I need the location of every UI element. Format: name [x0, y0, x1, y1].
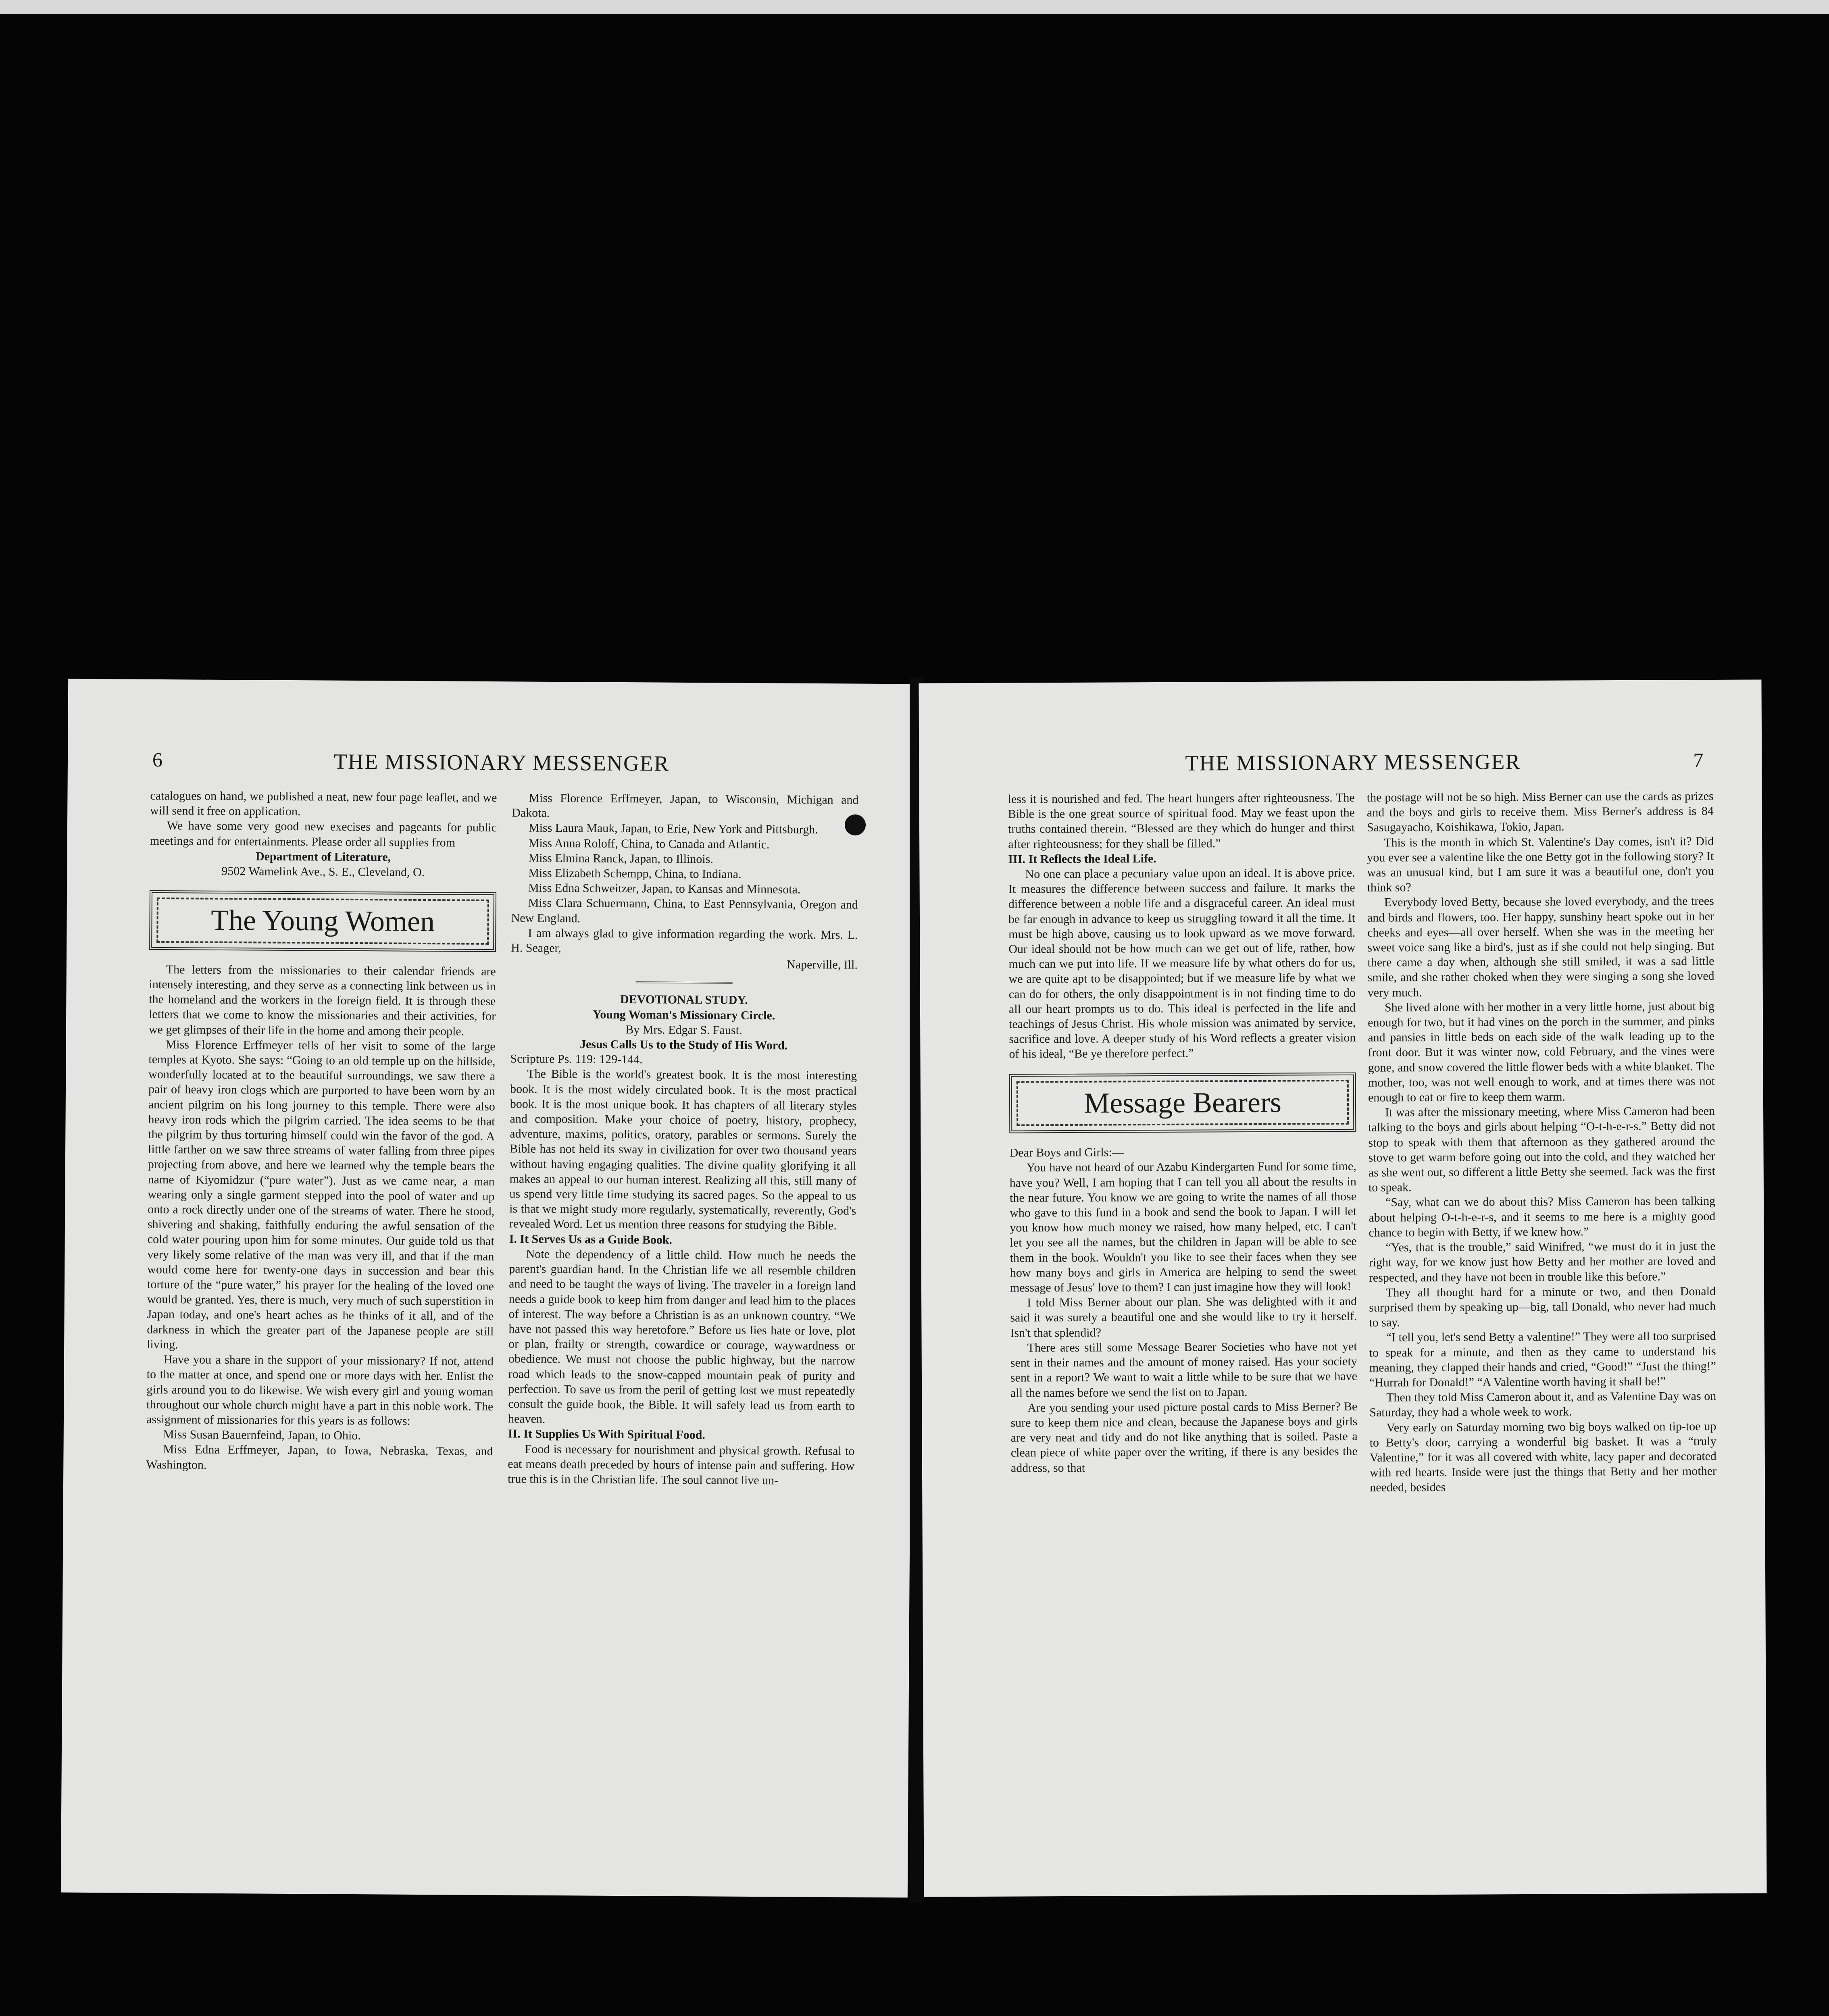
- paragraph: Miss Florence Erffmeyer tells of her visit to some of the large temples at Kyoto. She says: “Going to an old temple up on the hillside, wonderfully located at to the beautiful surroundings, we saw there a pair of heavy iron clogs which are purported to have been worn by an ancient pilgrim on his long journey to this temple. There were also heavy iron rods which the pilgrim carried. The idea seems to be that the pilgrim by thus torturing himself could win the favor of the god. A little farther on we saw three streams of water falling from three pipes projecting from above, and here we learned why the temple bears the name of Kiyomidzur (“pure water”). Just as we came near, a man wearing only a single garment stepped into the pool of water and up onto a rock directly under one of the streams of water. There he stood, shivering and shaking, faithfully enduring the awful sensation of the cold water pouring upon him for some minutes. Our guide told us that very likely some relative of the man was very ill, and that if the man would come here for twenty-one days in succession and bear this torture of the “pure water,” his prayer for the healing of the loved one would be granted. Yes, there is much, very much of such superstition in Japan today, and one's heart aches as he thinks of it all, and of the darkness in which the greater part of the Japanese people are still living.: [147, 1037, 496, 1352]
- paragraph: I told Miss Berner about our plan. She was delighted with it and said it was surely a beautiful one and she would like to try it herself. Isn't that splendid?: [1010, 1295, 1357, 1340]
- paragraph: Naperville, Ill.: [787, 958, 858, 972]
- left-page-column-2: [508, 790, 859, 1488]
- paragraph: They all thought hard for a minute or two, and then Donald surprised them by speaking up—big, tall Donald, who never had much to say.: [1369, 1284, 1716, 1329]
- paragraph: I. It Serves Us as a Guide Book.: [509, 1232, 673, 1247]
- paragraph: Dear Boys and Girls:—: [1009, 1145, 1124, 1160]
- paragraph: Everybody loved Betty, because she loved everybody, and the trees and birds and flowers, too. Her happy, sunshiny heart spoke out in her cheeks and eyes—all over herself. When she was in the meeting her sweet voice sang like a bird's, just as if she could not help singing. But there came a day when, although she still smiled, it was a sad little smile, and she rather choked when they were singing a song she loved very much.: [1367, 894, 1714, 1000]
- paragraph: Jesus Calls Us to the Study of His Word.: [579, 1037, 788, 1052]
- section-banner: The Young Women: [149, 890, 496, 952]
- paragraph: 9502 Wamelink Ave., S. E., Cleveland, O.: [221, 864, 425, 879]
- right-page-column-2: [1367, 789, 1717, 1495]
- paragraph: Miss Elmina Ranck, Japan, to Illinois.: [528, 851, 713, 866]
- paragraph: No one can place a pecuniary value upon an ideal. It is above price. It measures the difference between success and failure. It marks the difference between a noble life and a disgraceful career. An ideal must be far enough in advance to keep us struggling toward it all the time. It must be high above, causing us to look upward as we move forward. Our ideal should not be how much can we get out of life, rather, how much can we put into life. If we measure life by what others do for us, we are quite apt to be disappointed; but if we measure life by what we can do for others, the only disappointment is in not finding time to do all our heart prompts us to do. This ideal is perfected in the life and teachings of Jesus Christ. His whole mission was animated by service, sacrifice and love. A deeper study of his Word reflects a greater vision of his ideal, “Be ye therefore perfect.”: [1008, 866, 1356, 1061]
- paragraph: Miss Laura Mauk, Japan, to Erie, New York and Pittsburgh.: [528, 821, 818, 837]
- scan-top-edge: [0, 0, 1829, 14]
- left-page: [61, 679, 915, 1898]
- paragraph: Miss Elizabeth Schempp, China, to Indiana.: [528, 866, 742, 881]
- paragraph: I am always glad to give information regarding the work. Mrs. L. H. Seager,: [511, 926, 858, 955]
- paragraph: the postage will not be so high. Miss Berner can use the cards as prizes and the boys and girls to receive them. Miss Berner's address is 84 Sasugayacho, Koishikawa, Tokio, Japan.: [1367, 789, 1714, 835]
- paragraph: DEVOTIONAL STUDY.: [620, 993, 748, 1007]
- page-number: 7: [1693, 749, 1704, 772]
- right-page: [919, 679, 1767, 1897]
- paragraph: Department of Literature,: [255, 850, 391, 864]
- paragraph: You have not heard of our Azabu Kindergarten Fund for some time, have you? Well, I am hoping that I can tell you all about the results in the near future. You know we are going to write the names of all those who gave to this fund in a book and send the book to Japan. I will let you know how much money we raised, how many helped, etc. I can't let you see all the names, but the children in Japan will be able to see them in the book. Wouldn't you like to see their faces when they see how many boys and girls in America are helping to send the sweet message of Jesus' love to them? I can just imagine how they will look!: [1009, 1160, 1357, 1295]
- paragraph: Then they told Miss Cameron about it, and as Valentine Day was on Saturday, they had a whole week to work.: [1369, 1389, 1717, 1420]
- paragraph: catalogues on hand, we published a neat, new four page leaflet, and we will send it free on application.: [150, 789, 497, 818]
- paragraph: The Bible is the world's greatest book. It is the most interesting book. It is the most widely circulated book. It is the most practical book. It is the most unique book. It has chapters of all literary styles and composition. Make your choice of poetry, history, prophecy, adventure, maxims, politics, oratory, parables or sermons. Surely the Bible has not held its sway in civilization for over two thousand years without having engaging qualities. The divine quality glorifying it all makes an appeal to our human interest. Realizing all this, still many of us spend very little time studying its sacred pages. So the appeal to us is that we might study more regularly, systematically, reverently, God's revealed Word. Let us mention three reasons for studying the Bible.: [509, 1067, 857, 1233]
- paragraph: Have you a share in the support of your missionary? If not, attend to the matter at once, and spend one or more days with her. Enlist the girls around you to do likewise. We wish every girl and young woman throughout our whole church might have a part in this noble work. The assignment of missionaries for this years is as follows:: [146, 1353, 494, 1428]
- right-page-header: [919, 748, 1762, 780]
- left-page-header: [68, 748, 914, 781]
- paragraph: Miss Anna Roloff, China, to Canada and Atlantic.: [528, 836, 770, 851]
- paragraph: Are you sending your used picture postal cards to Miss Berner? Be sure to keep them nice and clean, because the Japanese boys and girls are very neat and tidy and do not like anything that is soiled. Paste a clean piece of white paper over the writing, if there is any besides the address, so that: [1010, 1400, 1358, 1475]
- paragraph: Miss Edna Erffmeyer, Japan, to Iowa, Nebraska, Texas, and Washington.: [146, 1443, 493, 1472]
- running-title: THE MISSIONARY MESSENGER: [1185, 750, 1521, 775]
- paragraph: This is the month in which St. Valentine's Day comes, isn't it? Did you ever see a valentine like the one Betty got in the following story? It was an unusual kind, but I am sure it was a beautiful one, don't you think so?: [1367, 834, 1714, 894]
- running-title: THE MISSIONARY MESSENGER: [333, 749, 670, 776]
- paragraph: III. It Reflects the Ideal Life.: [1008, 852, 1156, 866]
- paragraph: Very early on Saturday morning two big boys walked on tip-toe up to Betty's door, carrying a wonderful big basket. It was a “truly Valentine,” for it was all covered with white, lacy paper and decorated with red hearts. Inside were just the things that Betty and her mother needed, besides: [1369, 1419, 1717, 1495]
- page-number: 6: [152, 748, 164, 771]
- ink-blot: [845, 814, 866, 835]
- paragraph: “Yes, that is the trouble,” said Winifred, “we must do it in just the right way, for we know just how Betty and her mother are loved and respected, and they have not been in trouble like this before.”: [1369, 1239, 1716, 1285]
- paragraph: The letters from the missionaries to their calendar friends are intensely interesting, and they serve as a connecting link between us in the homeland and the workers in the foreign field. It is through these letters that we come to know the missionaries and their activities, for we get glimpses of their life in the home and among their people.: [148, 962, 496, 1038]
- section-divider: [636, 982, 733, 984]
- paragraph: Miss Susan Bauernfeind, Japan, to Ohio.: [163, 1428, 361, 1443]
- paragraph: Scripture Ps. 119: 129-144.: [510, 1052, 643, 1066]
- paragraph: Young Woman's Missionary Circle.: [592, 1008, 775, 1022]
- paragraph: II. It Supplies Us With Spiritual Food.: [508, 1427, 705, 1442]
- paragraph: less it is nourished and fed. The heart hungers after righteousness. The Bible is the one great source of spiritual food. May we feast upon the truths contained therein. “Blessed are they which do hunger and thirst after righteousness; for they shall be filled.”: [1008, 791, 1355, 851]
- paragraph: Miss Florence Erffmeyer, Japan, to Wisconsin, Michigan and Dakota.: [512, 791, 859, 820]
- paragraph: By Mrs. Edgar S. Faust.: [625, 1023, 742, 1037]
- section-banner: Message Bearers: [1009, 1073, 1356, 1133]
- paragraph: There ares still some Message Bearer Societies who have not yet sent in their names and the amount of money raised. Has your society sent in a report? We want to wait a little while to be sure that we have all the names before we send the list on to Japan.: [1010, 1339, 1358, 1400]
- paragraph: Miss Clara Schuermann, China, to East Pennsylvania, Oregon and New England.: [511, 896, 858, 925]
- paragraph: Food is necessary for nourishment and physical growth. Refusal to eat means death preceded by hours of intense pain and suffering. How true this is in the Christian life. The soul cannot live un-: [508, 1442, 855, 1487]
- paragraph: It was after the missionary meeting, where Miss Cameron had been talking to the boys and girls about helping “O-t-h-e-r-s.” Betty did not stop to speak with them that afternoon as they gathered around the stove to get warm before going out into the cold, and they watched her as she went out, so different a little Betty she seemed. Jack was the first to speak.: [1368, 1104, 1715, 1194]
- paragraph: Note the dependency of a little child. How much he needs the parent's guardian hand. In the Christian life we all resemble children and need to be taught the ways of living. The traveler in a foreign land needs a guide book to keep him from danger and lead him to the places of interest. The way before a Christian is as an unknown country. “We have not passed this way heretofore.” Before us lies hate or love, plot or plan, frailty or strength, cowardice or courage, waywardness or obedience. We must not choose the public highway, but the narrow road which leads to the snow-capped mountain peak of purity and perfection. To save us from the peril of getting lost we must repeatedly consult the guide book, the Bible. It will safely lead us from earth to heaven.: [508, 1247, 856, 1426]
- paragraph: “I tell you, let's send Betty a valentine!” They were all too surprised to speak for a minute, and then as they came to understand his meaning, they clapped their hands and cried, “Good!” “Just the thing!” “Hurrah for Donald!” “A Valentine worth having it shall be!”: [1369, 1329, 1716, 1389]
- paragraph: We have some very good new execises and pageants for public meetings and for entertainments. Please order all supplies from: [150, 819, 497, 850]
- left-page-column-1: [146, 788, 497, 1474]
- paragraph: She lived alone with her mother in a very little home, just about big enough for two, but it had vines on the porch in the summer, and pinks and pansies in little beds on each side of the walk leading up to the front door. But it was winter now, cold February, and the vines were gone, and snow covered the little flower beds with a white blanket. The mother, too, was not well enough to work, and at times there was not enough to eat or fire to keep them warm.: [1368, 999, 1715, 1104]
- paragraph: “Say, what can we do about this? Miss Cameron has been talking about helping O-t-h-e-r-s, and it seems to me here is a mighty good chance to begin with Betty, if we knew how.”: [1369, 1194, 1716, 1239]
- right-page-column-1: [1008, 790, 1358, 1475]
- paragraph: Miss Edna Schweitzer, Japan, to Kansas and Minnesota.: [528, 881, 801, 896]
